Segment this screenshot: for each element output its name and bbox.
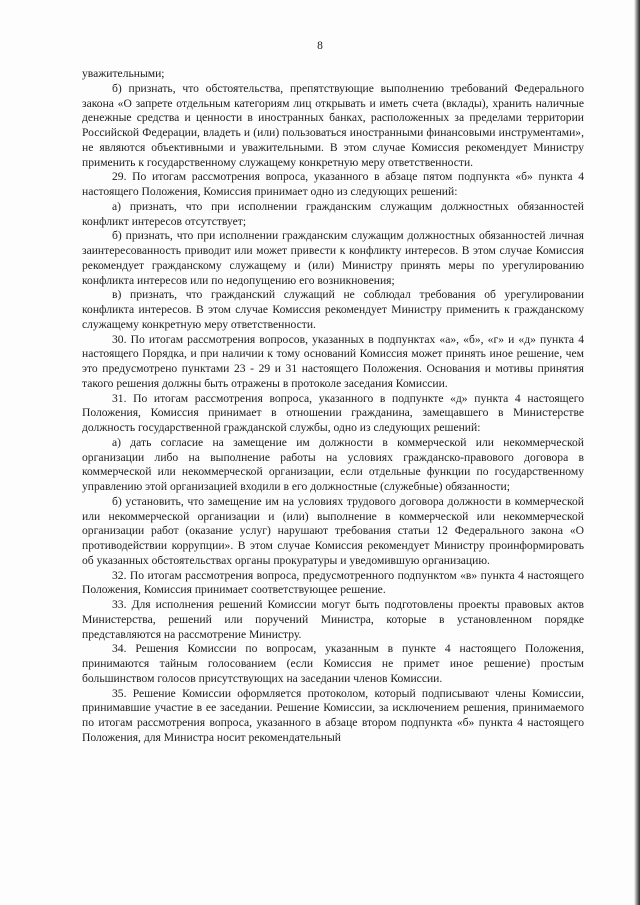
document-body bbox=[82, 67, 584, 746]
page-number: 8 bbox=[317, 40, 323, 52]
paragraph-31a: а) дать согласие на замещение им должности в коммерческой или некоммерческой организации либо на выполнение работы на условиях гражданско-правового договора в коммерческой или некоммерческой организации, если отдельные функции по государственному управлению этой организацией входили в его должностные (служебные) обязанности; bbox=[82, 435, 584, 493]
paragraph-29b: б) признать, что при исполнении гражданским служащим должностных обязанностей личная заинтересованность приводит или может привести к конфликту интересов. В этом случае Комиссия рекомендует гражданскому служащему и (или) Министру принять меры по урегулированию конфликта интересов или по недопущению его возникновения; bbox=[82, 229, 584, 287]
paragraph-29c: в) признать, что гражданский служащий не соблюдал требования об урегулировании конфликта интересов. В этом случае Комиссия рекомендует Министру применить к гражданскому служащему конкретную меру ответственности. bbox=[82, 288, 584, 331]
paragraph-32: 32. По итогам рассмотрения вопроса, предусмотренного подпунктом «в» пункта 4 настоящего Положения, Комиссия принимает соответствующее решение. bbox=[82, 568, 584, 597]
paragraph-28b: б) признать, что обстоятельства, препятствующие выполнению требований Федерального закона «О запрете отдельным категориям лиц открывать и иметь счета (вклады), хранить наличные денежные средства и ценности в иностранных банках, расположенных за пределами территории Российской Федерации, владеть и (или) пользоваться иностранными финансовыми инструментами», не являются объективными и уважительными. В этом случае Комиссия рекомендует Министру применить к государственному служащему конкретную меру ответственности. bbox=[82, 81, 584, 169]
paragraph-30: 30. По итогам рассмотрения вопросов, указанных в подпунктах «а», «б», «г» и «д» пункта 4 настоящего Порядка, и при наличии к тому оснований Комиссия может принять иное решение, чем это предусмотрено пунктами 23 - 29 и 31 настоящего Положения. Основания и мотивы принятия такого решения должны быть отражены в протоколе заседания Комиссии. bbox=[82, 332, 584, 390]
paragraph-35: 35. Решение Комиссии оформляется протоколом, который подписывают члены Комиссии, принимавшие участие в ее заседании. Решение Комиссии, за исключением решения, принимаемого по итогам рассмотрения вопроса, указанного в абзаце втором подпункта «б» пункта 4 настоящего Положения, для Министра носит рекомендательный bbox=[82, 686, 584, 744]
paragraph-29: 29. По итогам рассмотрения вопроса, указанного в абзаце пятом подпункта «б» пункта 4 настоящего Положения, Комиссия принимает одно из следующих решений: bbox=[82, 170, 584, 198]
scan-edge-shadow bbox=[634, 0, 640, 905]
paragraph-continuation: уважительными; bbox=[82, 67, 165, 80]
paragraph-33: 33. Для исполнения решений Комиссии могут быть подготовлены проекты правовых актов Министерства, решений или поручений Министра, которые в установленном порядке представляются на рассмотрение Министру. bbox=[82, 598, 584, 641]
paragraph-29a: а) признать, что при исполнении гражданским служащим должностных обязанностей конфликт интересов отсутствует; bbox=[82, 199, 584, 228]
paragraph-31: 31. По итогам рассмотрения вопроса, указанного в подпункте «д» пункта 4 настоящего Положения, Комиссия принимает в отношении гражданина, замещавшего в Министерстве должность государственной гражданской службы, одно из следующих решений: bbox=[82, 391, 584, 434]
paragraph-34: 34. Решения Комиссии по вопросам, указанным в пункте 4 настоящего Положения, принимаются тайным голосованием (если Комиссия не примет иное решение) простым большинством голосов присутствующих на заседании членов Комиссии. bbox=[82, 642, 584, 685]
paragraph-31b: б) установить, что замещение им на условиях трудового договора должности в коммерческой или некоммерческой организации и (или) выполнение в коммерческой или некоммерческой организации работ (оказание услуг) нарушают требования статьи 12 Федерального закона «О противодействии коррупции». В этом случае Комиссия рекомендует Министру проинформировать об указанных обстоятельствах органы прокуратуры и уведомившую организацию. bbox=[82, 494, 584, 567]
